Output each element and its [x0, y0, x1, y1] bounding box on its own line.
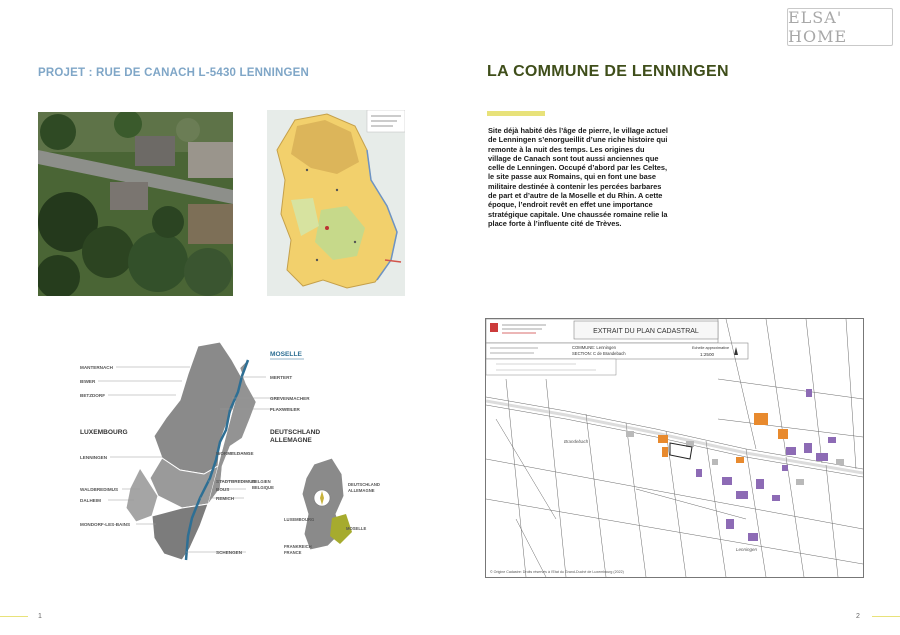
- cadastral-scale-label: Echelle approximative: [692, 346, 730, 350]
- inset-luxembourg-label: LUXEMBOURG: [284, 517, 315, 522]
- town-stadtbredimus: STADTBREDIMUS: [216, 479, 256, 484]
- inset-moselle-label: MOSELLE: [346, 526, 367, 531]
- town-betzdorf: BETZDORF: [80, 393, 106, 398]
- inset-allemagne: ALLEMAGNE: [348, 488, 375, 493]
- town-flaxweiler: FLAXWEILER: [270, 407, 300, 412]
- town-wormeldange: WORMELDANGE: [216, 451, 254, 456]
- left-footer-line: [0, 616, 28, 617]
- town-manternach: MANTERNACH: [80, 365, 113, 370]
- brand-logo: [787, 8, 893, 46]
- inset-frankreich: FRANKREICH: [284, 544, 312, 549]
- moselle-region-map: [70, 338, 385, 568]
- cadastre-emblem-icon: [490, 323, 498, 332]
- aerial-photo: [38, 112, 233, 296]
- inset-france: FRANCE: [284, 550, 302, 555]
- cadastral-map-svg: [486, 319, 863, 577]
- right-footer-line: [872, 616, 900, 617]
- luxembourg-map-image: [267, 110, 405, 296]
- inset-deutschland: DEUTSCHLAND: [348, 482, 380, 487]
- title-accent-bar: [487, 111, 545, 116]
- town-biwer: BIWER: [80, 379, 96, 384]
- commune-description: Site déjà habité dès l’âge de pierre, le village actuel de Lenningen s’enorgueillit d’une riche histoire qui remonte à la nuit des temps. Les origines du village de Canach sont tout aussi anciennes que celle de Lenningen. Occupé d’abord par les Celtes, le site passe aux Romains, qui en font une base militaire destinée à contenir les percées barbares de part et d’autre de la Moselle et du Rhin. A cette époque, l’endroit revêt en effet une importance stratégique capitale. Une chaussée romaine relie la place forte à l’influente cité de Trèves.: [488, 126, 668, 228]
- cadastral-section: SECTION: C de Brandebach: [572, 351, 626, 356]
- town-bous: BOUS: [216, 487, 230, 492]
- town-schengen: SCHENGEN: [216, 550, 243, 555]
- country-allemagne: ALLEMAGNE: [270, 437, 312, 444]
- place-brandebach: Brandebach: [564, 439, 589, 444]
- right-page-title: LA COMMUNE DE LENNINGEN: [487, 63, 729, 80]
- left-page-number: 1: [38, 613, 42, 620]
- inset-belgien: BELGIEN: [252, 479, 271, 484]
- brand-logo-text: ELSA' HOME: [788, 8, 848, 46]
- town-dalheim: DALHEIM: [80, 498, 101, 503]
- region-map-svg: [70, 338, 385, 568]
- town-lenningen: LENNINGEN: [80, 455, 108, 460]
- town-mertert: MERTERT: [270, 375, 293, 380]
- luxembourg-map: [267, 110, 405, 296]
- place-lenningen: Lenningen: [736, 547, 758, 552]
- left-page-title: PROJET : RUE DE CANACH L-5430 LENNINGEN: [38, 67, 310, 79]
- region-south: [152, 504, 208, 560]
- cadastral-extract: [485, 318, 864, 578]
- inset-belgique: BELGIQUE: [252, 485, 274, 490]
- right-page-number: 2: [856, 613, 860, 620]
- cadastral-title: EXTRAIT DU PLAN CADASTRAL: [593, 328, 699, 335]
- cadastral-scale: 1:2500: [700, 352, 715, 357]
- town-mondorf: MONDORF-LES-BAINS: [80, 522, 131, 527]
- country-luxembourg: LUXEMBOURG: [80, 429, 128, 436]
- town-grevenmacher: GREVENMACHER: [270, 396, 310, 401]
- country-deutschland: DEUTSCHLAND: [270, 429, 321, 436]
- town-waldbredimus: WALDBREDIMUS: [80, 487, 119, 492]
- town-remich: REMICH: [216, 496, 235, 501]
- cadastral-commune: COMMUNE: Lenningen: [572, 345, 616, 350]
- cadastral-footer: © Origine Cadastre: Droits réservés à l'Etat du Grand-Duché de Luxembourg (2022): [490, 570, 624, 574]
- aerial-photo-image: [38, 112, 233, 296]
- moselle-label: MOSELLE: [270, 351, 302, 358]
